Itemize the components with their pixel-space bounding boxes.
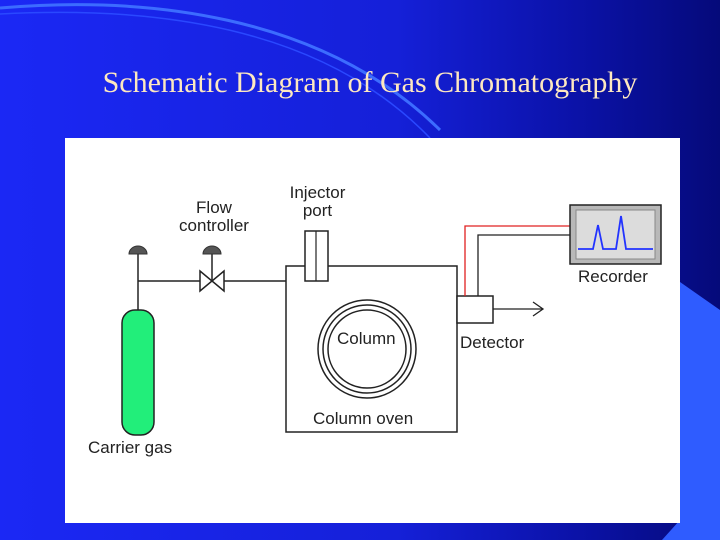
injector-port-label-line1: Injector: [289, 183, 346, 202]
signal-wires: [465, 226, 570, 296]
carrier-gas-label: Carrier gas: [88, 438, 173, 457]
carrier-gas-cylinder: [122, 246, 154, 435]
recorder-display: [570, 205, 661, 264]
column-oven-label: Column oven: [313, 409, 414, 428]
diagram-panel: [65, 138, 680, 523]
injector-port-label: [275, 184, 360, 220]
flow-controller-label: [169, 199, 259, 235]
slide-title: Schematic Diagram of Gas Chromatography: [102, 66, 638, 99]
outlet-arrow: [493, 302, 543, 316]
column-label: Column: [337, 329, 396, 348]
detector-box: [457, 296, 493, 323]
column-oven-box: [286, 266, 457, 432]
injector-port-body: [305, 231, 328, 281]
flow-controller-label-line1: Flow: [196, 198, 232, 217]
recorder-label: Recorder: [578, 267, 648, 286]
flow-controller-valve: [200, 246, 224, 291]
detector-label: Detector: [460, 333, 525, 352]
flow-controller-label-line2: controller: [179, 216, 249, 235]
injector-port-label-line2: port: [302, 201, 333, 220]
